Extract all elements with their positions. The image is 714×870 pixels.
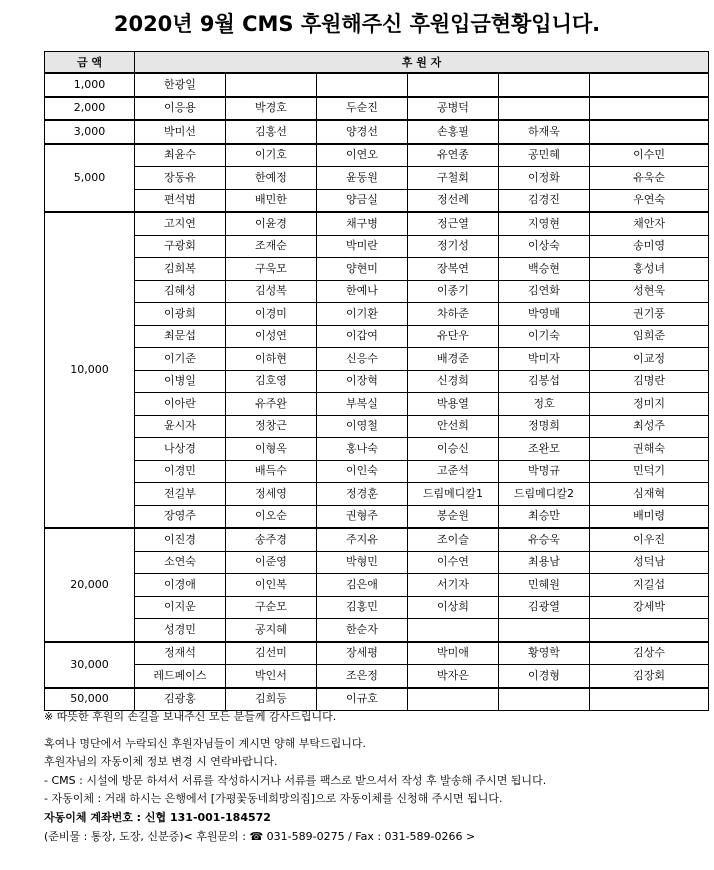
donor-name-cell: 이정화: [499, 167, 590, 190]
donor-name-cell: 한순자: [317, 619, 408, 642]
donor-name-cell: 정근열: [408, 212, 499, 235]
donor-name-cell: 김희등: [226, 688, 317, 711]
donor-name-cell: 한광일: [135, 73, 226, 97]
donor-name-cell: [499, 97, 590, 121]
donor-name-cell: 이진경: [135, 528, 226, 551]
donor-name-cell: 유욱순: [590, 167, 709, 190]
donor-name-cell: 정경훈: [317, 483, 408, 506]
note-transfer: - 자동이체 : 거래 하시는 은행에서 [가평꽃동네희망의집]으로 자동이체를 신청해 주시면 됩니다.: [44, 792, 503, 806]
donor-name-cell: 김장회: [590, 665, 709, 688]
donor-name-cell: 김상수: [590, 642, 709, 665]
donor-name-cell: 지영현: [499, 212, 590, 235]
donor-name-cell: 이수연: [408, 551, 499, 574]
amount-cell: 30,000: [45, 642, 135, 688]
donor-name-cell: 김광홍: [135, 688, 226, 711]
donor-name-cell: 유승욱: [499, 528, 590, 551]
thanks-note: ※ 따뜻한 후원의 손길을 보내주신 모든 분들께 감사드립니다.: [44, 710, 337, 723]
table-row: [45, 483, 709, 506]
donor-name-cell: 서기자: [408, 574, 499, 597]
donor-name-cell: 윤시자: [135, 415, 226, 438]
donor-name-cell: 이승신: [408, 438, 499, 461]
donor-name-cell: 최승만: [499, 505, 590, 528]
donor-name-cell: 홍나숙: [317, 438, 408, 461]
donor-name-cell: 배민한: [226, 189, 317, 212]
donor-name-cell: 두순진: [317, 97, 408, 121]
amount-cell: 5,000: [45, 144, 135, 213]
donor-name-cell: 고준석: [408, 460, 499, 483]
donor-name-cell: 이영철: [317, 415, 408, 438]
donor-name-cell: [408, 73, 499, 97]
donor-name-cell: 이기호: [226, 144, 317, 167]
donor-name-cell: 최용남: [499, 551, 590, 574]
donor-name-cell: 전길부: [135, 483, 226, 506]
donor-name-cell: 이교정: [590, 348, 709, 371]
table-row: [45, 73, 709, 97]
table-row: [45, 528, 709, 551]
donor-name-cell: 한예정: [226, 167, 317, 190]
donor-name-cell: 권해숙: [590, 438, 709, 461]
donor-name-cell: [408, 619, 499, 642]
donor-name-cell: 박인서: [226, 665, 317, 688]
donor-name-cell: 우연숙: [590, 189, 709, 212]
donor-name-cell: 이기준: [135, 348, 226, 371]
donor-name-cell: 안선희: [408, 415, 499, 438]
donor-name-cell: 김호영: [226, 370, 317, 393]
donor-name-cell: 드림메디칼2: [499, 483, 590, 506]
donor-table: [44, 51, 709, 711]
table-row: [45, 348, 709, 371]
donor-name-cell: 김홍민: [317, 596, 408, 619]
donor-name-cell: 이상희: [408, 596, 499, 619]
table-row: [45, 460, 709, 483]
donor-name-cell: 채안자: [590, 212, 709, 235]
table-row: [45, 212, 709, 235]
donor-name-cell: 민덕기: [590, 460, 709, 483]
donor-name-cell: 정기성: [408, 235, 499, 258]
table-row: [45, 97, 709, 121]
donor-name-cell: 김성복: [226, 280, 317, 303]
donor-name-cell: 조은정: [317, 665, 408, 688]
donor-name-cell: 편석범: [135, 189, 226, 212]
donor-name-cell: 김연화: [499, 280, 590, 303]
donor-name-cell: 이인숙: [317, 460, 408, 483]
amount-cell: 10,000: [45, 212, 135, 528]
donor-name-cell: 이광희: [135, 303, 226, 326]
donor-name-cell: 이경형: [499, 665, 590, 688]
donor-name-cell: 박미선: [135, 120, 226, 144]
donor-name-cell: [226, 73, 317, 97]
table-row: [45, 303, 709, 326]
donor-name-cell: 김혜성: [135, 280, 226, 303]
donor-name-cell: 김선미: [226, 642, 317, 665]
table-row: [45, 596, 709, 619]
table-row: [45, 258, 709, 281]
donor-name-cell: [499, 619, 590, 642]
donor-name-cell: 이형옥: [226, 438, 317, 461]
table-row: [45, 189, 709, 212]
donor-name-cell: 유주완: [226, 393, 317, 416]
table-row: [45, 167, 709, 190]
amount-header: 금 액: [45, 52, 135, 74]
account-number: 자동이체 계좌번호 : 신협 131-001-184572: [44, 810, 271, 824]
donor-name-cell: 박미자: [499, 348, 590, 371]
donor-name-cell: 이상숙: [499, 235, 590, 258]
table-row: [45, 120, 709, 144]
table-row: [45, 665, 709, 688]
donor-name-cell: [317, 73, 408, 97]
donor-name-cell: 박명규: [499, 460, 590, 483]
donor-name-cell: 정세영: [226, 483, 317, 506]
donor-name-cell: 이규호: [317, 688, 408, 711]
donor-name-cell: 고지연: [135, 212, 226, 235]
donor-name-cell: 양현미: [317, 258, 408, 281]
donor-name-cell: 공지혜: [226, 619, 317, 642]
note-cms: - CMS : 시설에 방문 하셔서 서류를 작성하시거나 서류를 팩스로 받으셔서 작성 후 발송해 주시면 됩니다.: [44, 773, 547, 787]
donor-name-cell: 박미애: [408, 642, 499, 665]
donor-name-cell: 공민혜: [499, 144, 590, 167]
donor-name-cell: 이경민: [135, 460, 226, 483]
donor-name-cell: 박용열: [408, 393, 499, 416]
contact-info: (준비물 : 통장, 도장, 신분증)< 후원문의 : ☎ 031-589-0275 / Fax : 031-589-0266 >: [44, 829, 476, 843]
donor-name-cell: 이경애: [135, 574, 226, 597]
amount-cell: 20,000: [45, 528, 135, 642]
donor-name-cell: 조완모: [499, 438, 590, 461]
donor-name-cell: 이응용: [135, 97, 226, 121]
table-row: [45, 144, 709, 167]
amount-cell: 2,000: [45, 97, 135, 121]
table-row: [45, 438, 709, 461]
table-row: [45, 574, 709, 597]
donor-name-cell: 성현욱: [590, 280, 709, 303]
donor-name-cell: 채구병: [317, 212, 408, 235]
donor-name-cell: 유연종: [408, 144, 499, 167]
donor-name-cell: 김명란: [590, 370, 709, 393]
note-change: 후원자님의 자동이체 정보 변경 시 연락바랍니다.: [44, 755, 278, 769]
donor-name-cell: 김은애: [317, 574, 408, 597]
donor-name-cell: 송미영: [590, 235, 709, 258]
donor-name-cell: 박영매: [499, 303, 590, 326]
donor-name-cell: 김희복: [135, 258, 226, 281]
table-row: [45, 551, 709, 574]
donor-name-cell: 이갑여: [317, 325, 408, 348]
donor-name-cell: 권기풍: [590, 303, 709, 326]
donor-name-cell: 양금실: [317, 189, 408, 212]
donor-name-cell: 강세박: [590, 596, 709, 619]
donor-name-cell: [590, 97, 709, 121]
donor-name-cell: 이장혁: [317, 370, 408, 393]
donor-name-cell: 드림메디칼1: [408, 483, 499, 506]
donor-name-cell: 레드페이스: [135, 665, 226, 688]
donor-name-cell: 이아란: [135, 393, 226, 416]
donor-name-cell: 신응수: [317, 348, 408, 371]
donor-name-cell: 정명희: [499, 415, 590, 438]
donor-name-cell: 임희준: [590, 325, 709, 348]
donor-name-cell: 이준영: [226, 551, 317, 574]
table-header-row: [45, 52, 709, 74]
donor-name-cell: 정창근: [226, 415, 317, 438]
table-row: [45, 280, 709, 303]
donor-name-cell: 박경호: [226, 97, 317, 121]
donor-name-cell: 성덕남: [590, 551, 709, 574]
donor-name-cell: 정호: [499, 393, 590, 416]
donor-name-cell: 백승현: [499, 258, 590, 281]
donor-name-cell: 황영학: [499, 642, 590, 665]
donor-name-cell: 공병덕: [408, 97, 499, 121]
donor-name-cell: 신경희: [408, 370, 499, 393]
donor-name-cell: 박형민: [317, 551, 408, 574]
donor-name-cell: 김광열: [499, 596, 590, 619]
donor-name-cell: 조재순: [226, 235, 317, 258]
donor-name-cell: 이종기: [408, 280, 499, 303]
donor-name-cell: 홍성녀: [590, 258, 709, 281]
donor-name-cell: 이지운: [135, 596, 226, 619]
donor-name-cell: [590, 120, 709, 144]
donor-name-cell: 배득수: [226, 460, 317, 483]
donor-name-cell: 이연오: [317, 144, 408, 167]
donor-name-cell: 최윤수: [135, 144, 226, 167]
table-row: [45, 235, 709, 258]
donor-name-cell: 이인복: [226, 574, 317, 597]
donor-name-cell: 이오순: [226, 505, 317, 528]
table-row: [45, 415, 709, 438]
table-row: [45, 325, 709, 348]
donor-name-cell: 구순모: [226, 596, 317, 619]
donor-name-cell: 나상경: [135, 438, 226, 461]
donor-name-cell: 심재혁: [590, 483, 709, 506]
donors-header: 후 원 자: [135, 52, 709, 74]
donor-name-cell: 양경선: [317, 120, 408, 144]
donor-name-cell: 이기숙: [499, 325, 590, 348]
donor-name-cell: 성경민: [135, 619, 226, 642]
donor-name-cell: 김경진: [499, 189, 590, 212]
donor-name-cell: 권형주: [317, 505, 408, 528]
donor-name-cell: 이수민: [590, 144, 709, 167]
donor-name-cell: 지길섭: [590, 574, 709, 597]
donor-name-cell: 주지유: [317, 528, 408, 551]
donor-name-cell: 장세평: [317, 642, 408, 665]
donor-name-cell: 한예나: [317, 280, 408, 303]
page-title: 2020년 9월 CMS 후원해주신 후원입금현황입니다.: [113, 12, 601, 36]
donor-table-body: [45, 73, 709, 711]
donor-name-cell: [499, 73, 590, 97]
donor-name-cell: 이우진: [590, 528, 709, 551]
donor-name-cell: 구철회: [408, 167, 499, 190]
donor-name-cell: 조이슬: [408, 528, 499, 551]
donor-name-cell: [590, 619, 709, 642]
donor-name-cell: 손홍필: [408, 120, 499, 144]
donor-name-cell: 송주경: [226, 528, 317, 551]
donor-name-cell: 정선례: [408, 189, 499, 212]
donor-name-cell: 소연숙: [135, 551, 226, 574]
donor-name-cell: 장동유: [135, 167, 226, 190]
amount-cell: 3,000: [45, 120, 135, 144]
donor-name-cell: 하재욱: [499, 120, 590, 144]
table-row: [45, 642, 709, 665]
donor-name-cell: 이하현: [226, 348, 317, 371]
donor-name-cell: [590, 73, 709, 97]
donor-name-cell: 박미란: [317, 235, 408, 258]
donor-name-cell: 이경미: [226, 303, 317, 326]
donor-name-cell: 이병일: [135, 370, 226, 393]
donor-name-cell: 장복연: [408, 258, 499, 281]
donor-name-cell: 유단우: [408, 325, 499, 348]
donor-name-cell: 김봉섭: [499, 370, 590, 393]
donor-name-cell: 이기환: [317, 303, 408, 326]
donor-name-cell: 부복실: [317, 393, 408, 416]
donor-name-cell: 이윤경: [226, 212, 317, 235]
donor-name-cell: 구광회: [135, 235, 226, 258]
donor-name-cell: 차하준: [408, 303, 499, 326]
table-row: [45, 393, 709, 416]
table-row: [45, 505, 709, 528]
table-row: [45, 619, 709, 642]
donor-name-cell: 배경준: [408, 348, 499, 371]
donor-name-cell: 정재석: [135, 642, 226, 665]
note-missing: 혹여나 명단에서 누락되신 후원자님들이 계시면 양해 부탁드립니다.: [44, 736, 367, 750]
donor-name-cell: 정미지: [590, 393, 709, 416]
donor-name-cell: 박자은: [408, 665, 499, 688]
notes-section: [44, 708, 708, 846]
donor-name-cell: 장영주: [135, 505, 226, 528]
donor-name-cell: 민혜원: [499, 574, 590, 597]
donor-name-cell: 최문섭: [135, 325, 226, 348]
amount-cell: 50,000: [45, 688, 135, 711]
donor-name-cell: 최성주: [590, 415, 709, 438]
donor-name-cell: 배미령: [590, 505, 709, 528]
table-row: [45, 370, 709, 393]
donor-name-cell: 김홍선: [226, 120, 317, 144]
donor-name-cell: 봉순원: [408, 505, 499, 528]
donor-name-cell: 구욱모: [226, 258, 317, 281]
donor-name-cell: 윤동원: [317, 167, 408, 190]
amount-cell: 1,000: [45, 73, 135, 97]
donor-name-cell: 이성연: [226, 325, 317, 348]
